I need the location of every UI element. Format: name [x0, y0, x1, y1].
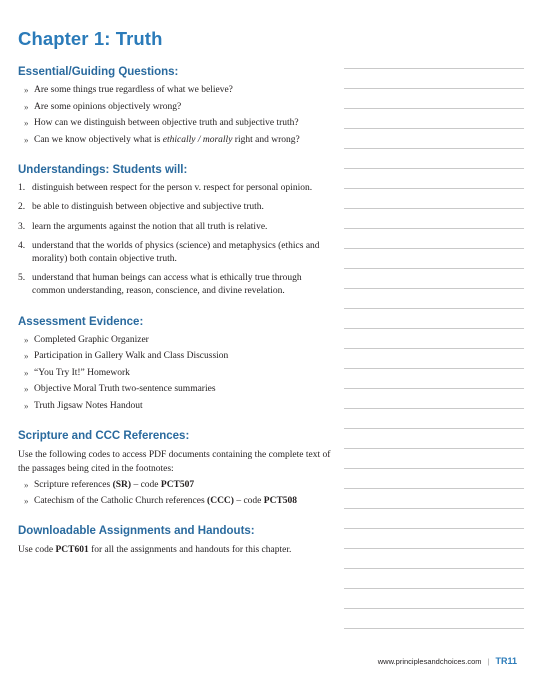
note-line — [344, 348, 524, 349]
note-line — [344, 368, 524, 369]
note-line — [344, 188, 524, 189]
list-item: » Can we know objectively what is ethically / morally right and wrong? — [24, 134, 300, 145]
list-item: 4. understand that the worlds of physics (science) and metaphysics (ethics and morality) both contain objective truth. — [18, 241, 320, 264]
note-line — [344, 628, 524, 629]
item-number: 5. — [18, 273, 26, 284]
section-heading: Essential/Guiding Questions: — [18, 66, 179, 78]
note-line — [344, 228, 524, 229]
note-line — [344, 388, 524, 389]
page-number: TR11 — [495, 656, 517, 666]
bullet-icon: » — [24, 85, 29, 95]
note-line — [344, 128, 524, 129]
main-content — [18, 66, 336, 575]
bullet-icon: » — [24, 479, 29, 490]
note-line — [344, 408, 524, 409]
list-item: » Scripture references (SR) – code PCT507 — [24, 479, 195, 490]
item-number: 2. — [18, 202, 26, 213]
note-line — [344, 428, 524, 429]
bullet-icon: » — [24, 400, 29, 411]
note-line — [344, 328, 524, 329]
list-item: » Are some opinions objectively wrong? — [24, 101, 182, 112]
list-item: » Truth Jigsaw Notes Handout — [24, 400, 143, 411]
section-heading: Understandings: Students will: — [18, 163, 188, 176]
item-number: 4. — [18, 241, 26, 252]
emphasis: ethically / morally — [162, 134, 233, 145]
understandings-section — [18, 164, 336, 298]
list-item: 3. learn the arguments against the notion that all truth is relative. — [18, 221, 268, 232]
note-line — [344, 168, 524, 169]
list-item: » How can we distinguish between objective truth and subjective truth? — [24, 118, 299, 128]
access-code: PCT601 — [55, 545, 89, 556]
list-item: » Catechism of the Catholic Church references (CCC) – code PCT508 — [24, 496, 298, 507]
note-line — [344, 468, 524, 469]
list-item: 1. distinguish between respect for the person v. respect for personal opinion. — [18, 182, 313, 193]
note-line — [344, 548, 524, 549]
note-line — [344, 608, 524, 609]
downloadable-section — [18, 525, 336, 557]
section-heading: Assessment Evidence: — [18, 315, 144, 328]
bullet-icon: » — [24, 384, 29, 395]
note-line — [344, 488, 524, 489]
bullet-icon: » — [24, 367, 29, 378]
list-item: 5. understand that human beings can access what is ethically true through common understanding, reason, conscience, and divine revelation. — [18, 273, 302, 297]
note-line — [344, 588, 524, 589]
note-line — [344, 88, 524, 89]
note-line — [344, 508, 524, 509]
assessment-section — [18, 316, 336, 412]
note-line — [344, 208, 524, 209]
list-item: » Objective Moral Truth two-sentence summaries — [24, 384, 216, 395]
note-line — [344, 148, 524, 149]
list-item: » Participation in Gallery Walk and Class Discussion — [24, 351, 229, 362]
bullet-icon: » — [24, 334, 29, 345]
note-line — [344, 268, 524, 269]
access-code: PCT508 — [263, 496, 298, 507]
bullet-icon: » — [24, 101, 29, 112]
bullet-icon: » — [24, 496, 29, 507]
item-number: 1. — [18, 182, 26, 193]
bullet-icon: » — [24, 351, 29, 362]
essential-questions-section — [18, 66, 336, 146]
scripture-intro: Use the following codes to access PDF documents containing the complete text of the passages being cited in the footnotes: — [18, 449, 331, 474]
note-line — [344, 308, 524, 309]
section-heading: Downloadable Assignments and Handouts: — [18, 525, 255, 538]
chapter-title: Chapter 1: Truth — [18, 28, 163, 49]
note-line — [344, 568, 524, 569]
footer-separator: | — [487, 657, 490, 666]
item-number: 3. — [18, 221, 26, 232]
note-line — [344, 108, 524, 109]
list-item: » “You Try It!” Homework — [24, 367, 130, 378]
scripture-section — [18, 430, 336, 508]
page-footer — [378, 656, 517, 666]
note-line — [344, 528, 524, 529]
footer-website: www.principlesandchoices.com — [377, 657, 482, 666]
note-line — [344, 68, 524, 69]
section-heading: Scripture and CCC References: — [18, 429, 190, 442]
notes-lines — [344, 68, 524, 648]
access-code: PCT507 — [160, 479, 195, 490]
bullet-icon: » — [24, 134, 29, 145]
list-item: » Completed Graphic Organizer — [24, 334, 149, 345]
note-line — [344, 248, 524, 249]
list-item: 2. be able to distinguish between objective and subjective truth. — [18, 202, 264, 213]
bullet-icon: » — [24, 118, 29, 128]
list-item: » Are some things true regardless of what we believe? — [24, 85, 233, 95]
note-line — [344, 448, 524, 449]
downloadable-text: Use code PCT601 for all the assignments and handouts for this chapter. — [18, 545, 292, 556]
note-line — [344, 288, 524, 289]
